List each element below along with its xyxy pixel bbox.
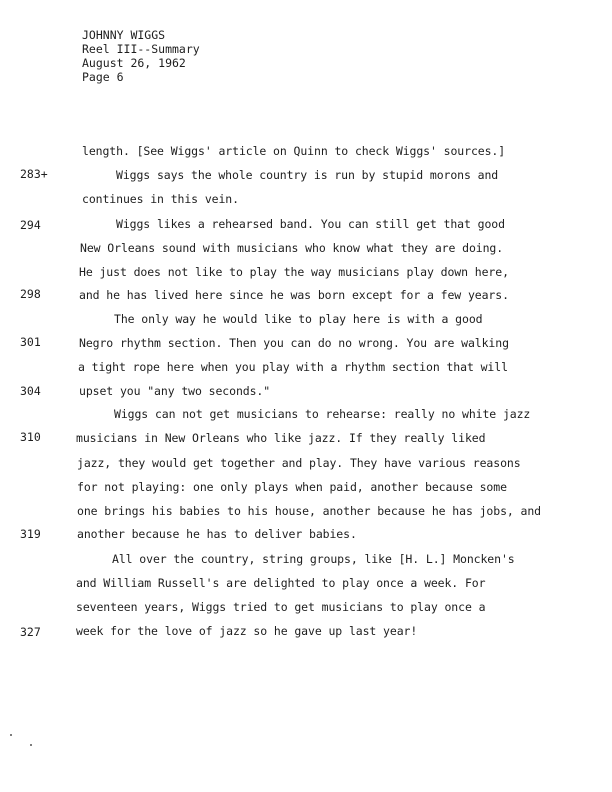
margin-number: 301 bbox=[20, 335, 41, 349]
text-line: He just does not like to play the way musicians play down here, bbox=[79, 265, 509, 279]
margin-number: 310 bbox=[20, 430, 41, 444]
text-line: New Orleans sound with musicians who know what they are doing. bbox=[80, 241, 504, 255]
text-line: Wiggs says the whole country is run by stupid morons and bbox=[116, 168, 499, 182]
text-line: jazz, they would get together and play. They have various reasons bbox=[77, 456, 521, 470]
margin-number: 283+ bbox=[20, 167, 48, 181]
text-line: and he has lived here since he was born except for a few years. bbox=[79, 288, 509, 302]
margin-number: 327 bbox=[20, 625, 41, 639]
text-line: seventeen years, Wiggs tried to get musicians to play once a bbox=[76, 600, 486, 614]
text-line: for not playing: one only plays when paid, another because some bbox=[77, 480, 507, 494]
text-line: one brings his babies to his house, another because he has jobs, and bbox=[77, 504, 542, 518]
interviewee-name: JOHNNY WIGGS bbox=[82, 28, 166, 42]
text-line: musicians in New Orleans who like jazz. If they really liked bbox=[76, 431, 486, 445]
text-line: continues in this vein. bbox=[82, 192, 239, 206]
text-line: Negro rhythm section. Then you can do no wrong. You are walking bbox=[79, 336, 509, 350]
interview-date: August 26, 1962 bbox=[82, 56, 186, 70]
document-header bbox=[82, 28, 200, 84]
text-line: upset you "any two seconds." bbox=[79, 384, 271, 398]
scan-speck bbox=[10, 734, 12, 736]
margin-number: 319 bbox=[20, 527, 41, 541]
text-line: The only way he would like to play here is with a good bbox=[114, 312, 483, 326]
text-line: length. [See Wiggs' article on Quinn to check Wiggs' sources.] bbox=[82, 144, 506, 158]
text-line: a tight rope here when you play with a rhythm section that will bbox=[78, 360, 508, 374]
text-line: week for the love of jazz so he gave up last year! bbox=[76, 624, 418, 638]
reel-label: Reel III--Summary bbox=[82, 42, 200, 56]
margin-number: 298 bbox=[20, 287, 41, 301]
page-number: Page 6 bbox=[82, 70, 124, 84]
margin-number: 304 bbox=[20, 384, 41, 398]
text-line: another because he has to deliver babies. bbox=[77, 527, 357, 541]
scan-speck bbox=[30, 744, 32, 746]
text-line: Wiggs likes a rehearsed band. You can still get that good bbox=[116, 217, 505, 231]
text-line: and William Russell's are delighted to play once a week. For bbox=[76, 576, 486, 590]
text-line: All over the country, string groups, like [H. L.] Moncken's bbox=[112, 552, 515, 566]
text-line: Wiggs can not get musicians to rehearse: really no white jazz bbox=[114, 407, 531, 421]
margin-number: 294 bbox=[20, 218, 41, 232]
